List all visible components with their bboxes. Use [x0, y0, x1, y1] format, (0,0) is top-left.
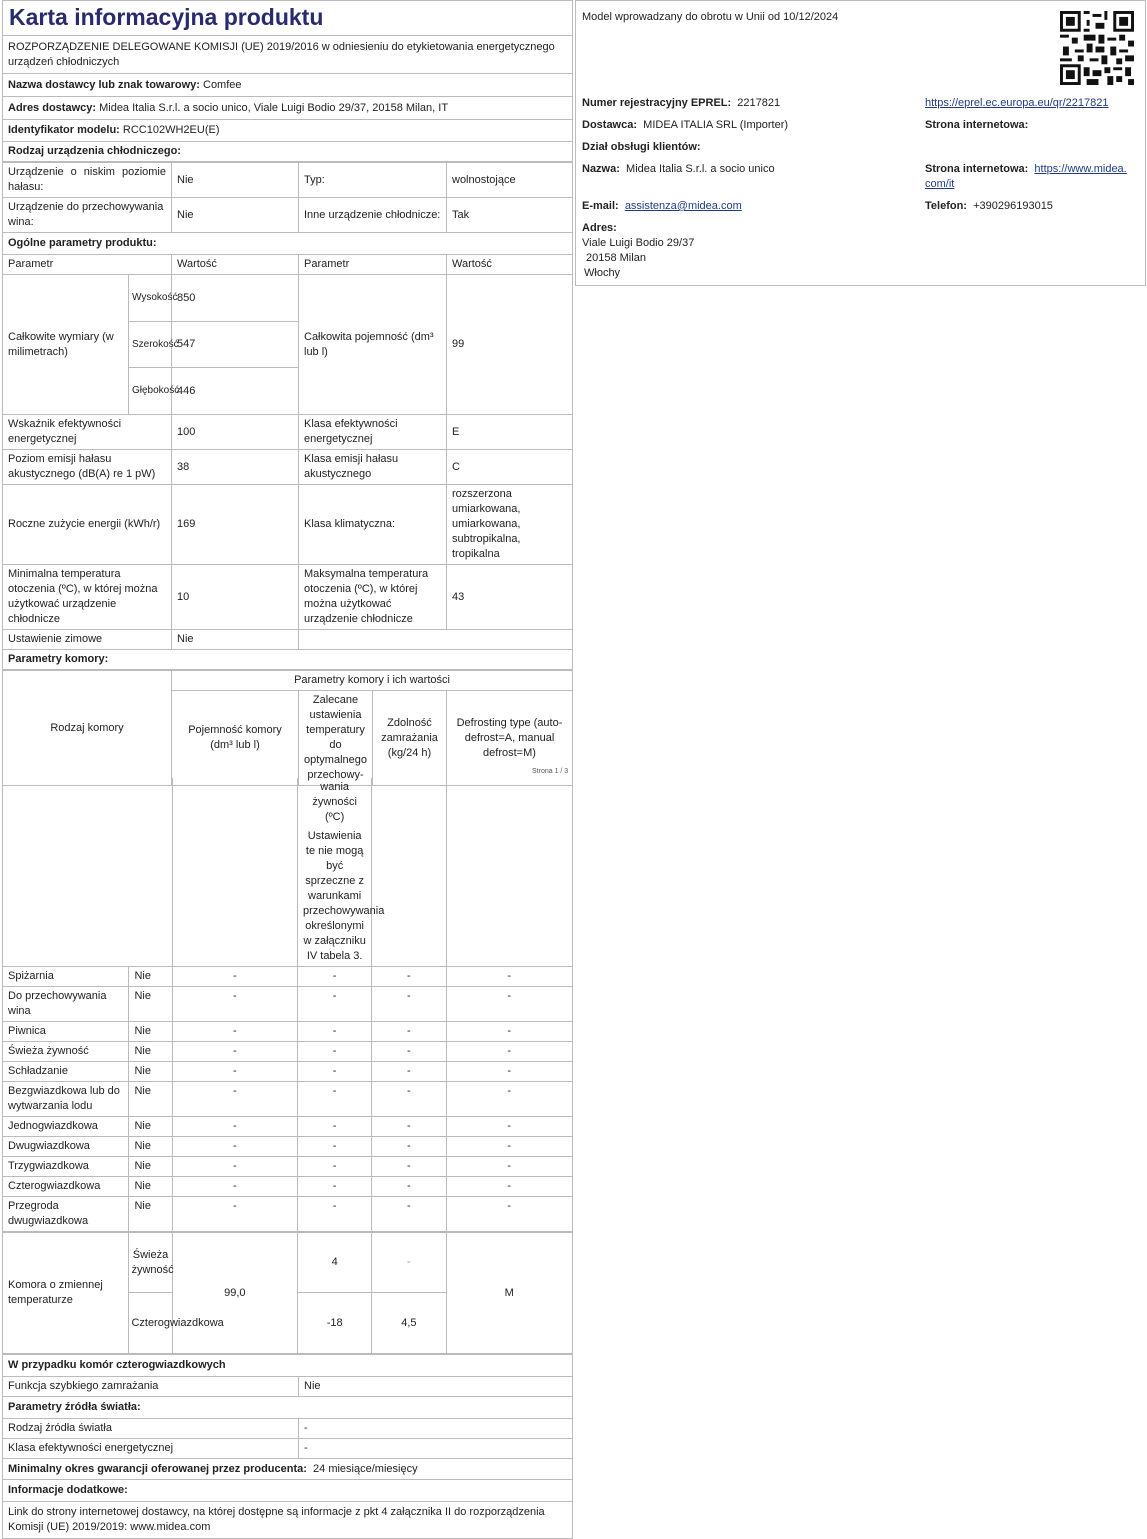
- service-name-row: Nazwa: Midea Italia S.r.l. a socio unico: [582, 163, 775, 175]
- variable-compartment-name: Komora o zmiennej temperaturze: [3, 1233, 129, 1354]
- header-table: [2, 35, 573, 162]
- compartment-present: Nie: [129, 1157, 172, 1177]
- address-line-2: 20158 Milan: [586, 252, 646, 264]
- compartment-freeze: -: [372, 1177, 446, 1197]
- page-number: Strona 1 / 3: [532, 768, 569, 775]
- comp-params-heading: Parametry komory:: [3, 650, 573, 670]
- energy-class-value: E: [447, 415, 573, 450]
- wine-value: Nie: [172, 198, 299, 233]
- compartment-name: Przegroda dwugwiazdkowa: [3, 1197, 129, 1232]
- supplier-address: Midea Italia S.r.l. a socio unico, Viale Luigi Bodio 29/37, 20158 Milan, IT: [99, 101, 449, 114]
- model-id-row: Identyfikator modelu: RCC102WH2EU(E): [3, 120, 573, 142]
- compartment-freeze: -: [372, 1022, 446, 1042]
- annual-value: 169: [172, 485, 299, 565]
- compartment-temp: -: [298, 987, 372, 1022]
- light-type-value: -: [299, 1419, 573, 1439]
- compartment-present: Nie: [129, 1042, 172, 1062]
- noise-value: 38: [172, 450, 299, 485]
- placed-on-market: Model wprowadzany do obrotu w Unii od 10/12/2024: [582, 11, 839, 23]
- width-value: 547: [172, 322, 299, 368]
- compartment-vol: -: [172, 1177, 297, 1197]
- variable-compartment-table: Komora o zmiennej temperaturze Świeża żywność 99,0 4 - M Czterogwiazdkowa -18 4,5: [2, 1232, 573, 1354]
- compartment-freeze: -: [372, 967, 446, 987]
- compartment-vol: -: [172, 1082, 297, 1117]
- compartment-present: Nie: [129, 1082, 172, 1117]
- compartment-freeze: -: [372, 1197, 446, 1232]
- service-website-link[interactable]: https://www.midea.com/it: [925, 163, 1127, 190]
- compartment-vol: -: [172, 1157, 297, 1177]
- temp-header-continued: wania żywności (ºC): [312, 781, 357, 823]
- supplier-name-row: Nazwa dostawcy lub znak towarowy: Comfee: [3, 74, 573, 97]
- compartment-row: [3, 1177, 573, 1197]
- compartment-defrost: -: [446, 1157, 572, 1177]
- eprel-number: 2217821: [737, 97, 781, 109]
- eprel-row: Numer rejestracyjny EPREL: 2217821: [582, 97, 781, 109]
- warranty-value: 24 miesiące/miesięcy: [313, 1462, 418, 1475]
- compartment-row: [3, 1117, 573, 1137]
- general-table: Urządzenie o niskim poziomie hałasu: Nie Typ: wolnostojące Urządzenie do przechowywania wina: Nie Inne urządzenie chłodnicze: Tak Ogólne parametry produktu: Parametr Wartość Parametr Wartość Całkowite wymiary (w milimetrach) Wysokość 850 Całkowita pojemność (dm³ lub l) 99 Szerokość 547 Głębokość 446 Wskaźnik efektywności energetycznej 100 Klasa efektywności energetycznej E Poziom emisji hałasu akustycznego (dB(A) re 1 pW) 38 Klasa emisji hałasu akustycznego C Roczne zużycie energii (kWh/r) 169 Klasa klimatyczna: rozszerzona umiarkowana, umiarkowana, subtropikalna, tropikalna Minimalna temperatura otoczenia (ºC), w której można użytkować urządzenie chłodnicze 10 Maksymalna temperatura otoczenia (ºC), w której można użytkować urządzenie chłodnicze 43 Ustawienie zimowe Nie Parametry komory:: [2, 162, 573, 670]
- compartment-vol: -: [172, 1042, 297, 1062]
- depth-value: 446: [172, 368, 299, 415]
- compartment-freeze: -: [372, 1117, 446, 1137]
- compartment-vol: -: [172, 1062, 297, 1082]
- compartment-name: Jednogwiazdkowa: [3, 1117, 129, 1137]
- dims-label: Całkowite wymiary (w milimetrach): [3, 275, 129, 415]
- height-value: 850: [172, 275, 299, 322]
- compartment-temp: -: [298, 1137, 372, 1157]
- compartment-freeze: -: [372, 987, 446, 1022]
- compartment-defrost: -: [446, 1062, 572, 1082]
- compartment-row: [3, 1062, 573, 1082]
- compartment-temp: -: [298, 1082, 372, 1117]
- compartment-name: Bezgwiazdkowa lub do wytwarzania lodu: [3, 1082, 129, 1117]
- compartment-temp: -: [298, 1022, 372, 1042]
- compartment-temp: -: [298, 1157, 372, 1177]
- compartment-defrost: -: [446, 1137, 572, 1157]
- compartment-header-table: Rodzaj komory Parametry komory i ich wartości Pojemność komory (dm³ lub l) Zalecane ustawienia temperatury do optymalnego przechowy- Zdolność zamrażania (kg/24 h) Defrosting type (auto-defrost=A, manual defrost=M): [2, 670, 573, 786]
- compartment-temp: -: [298, 1197, 372, 1232]
- compartment-name: Czterogwiazdkowa: [3, 1177, 129, 1197]
- model-id: RCC102WH2EU(E): [122, 124, 220, 136]
- compartment-present: Nie: [129, 967, 172, 987]
- compartment-freeze: -: [372, 1062, 446, 1082]
- product-sheet-continued: [2, 778, 573, 1539]
- compartment-temp: -: [298, 1177, 372, 1197]
- min-temp-value: 10: [172, 565, 299, 630]
- compartment-vol: -: [172, 1197, 297, 1232]
- type-value: wolnostojące: [447, 163, 573, 198]
- compartment-defrost: -: [446, 1022, 572, 1042]
- supplier-address-row: Adres dostawcy: Midea Italia S.r.l. a socio unico, Viale Luigi Bodio 29/37, 20158 Milan, IT: [3, 97, 573, 120]
- compartment-defrost: -: [446, 1042, 572, 1062]
- compartment-row: [3, 1022, 573, 1042]
- compartment-vol: -: [172, 1117, 297, 1137]
- compartment-name: Piwnica: [3, 1022, 129, 1042]
- compartment-present: Nie: [129, 987, 172, 1022]
- compartment-present: Nie: [129, 1197, 172, 1232]
- compartment-temp: -: [298, 1042, 372, 1062]
- address-line-1: Viale Luigi Bodio 29/37: [582, 237, 695, 249]
- compartment-name: Trzygwiazdkowa: [3, 1157, 129, 1177]
- compartment-defrost: -: [446, 967, 572, 987]
- winter-value: Nie: [172, 630, 299, 650]
- eprel-panel: Model wprowadzany do obrotu w Unii od 10/12/2024 Numer rejestracyjny EPREL: 2217821 https://eprel.ec.europa.eu/qr/2217821 Dostawca: MIDEA ITALIA SRL (Importer) Strona internetowa: Dział obsługi klientów: Nazwa: Midea Italia S.r.l. a socio unico Strona internetowa: https://www.midea.com/it E-mail: assistenza@midea.com Telefon: +390296193015 Adres: Viale Luigi Bodio 29/37 20158 Milan Włochy: [575, 0, 1146, 286]
- compartment-row: [3, 967, 573, 987]
- other-value: Tak: [447, 198, 573, 233]
- compartment-name: Do przechowywania wina: [3, 987, 129, 1022]
- compartment-present: Nie: [129, 1177, 172, 1197]
- regulation-text: ROZPORZĄDZENIE DELEGOWANE KOMISJI (UE) 2019/2016 w odniesieniu do etykietowania energetycznego urządzeń chłodniczych: [3, 36, 573, 74]
- eei-value: 100: [172, 415, 299, 450]
- service-website-row: Strona internetowa: https://www.midea.com/it: [925, 163, 1127, 190]
- compartment-defrost: -: [446, 1117, 572, 1137]
- extra-info: Link do strony internetowej dostawcy, na której dostępne są informacje z pkt 4 załącznika II do rozporządzenia Komisji (UE) 2019/2019: www.midea.com: [3, 1502, 573, 1539]
- compartment-row: [3, 1157, 573, 1177]
- email-row: E-mail: assistenza@midea.com: [582, 200, 742, 212]
- max-temp-value: 43: [447, 565, 573, 630]
- volume-value: 99: [447, 275, 573, 415]
- general-heading: Ogólne parametry produktu:: [3, 233, 573, 255]
- compartment-temp: -: [298, 1117, 372, 1137]
- noise-class-value: C: [447, 450, 573, 485]
- service-heading: Dział obsługi klientów:: [582, 141, 701, 153]
- eprel-link[interactable]: https://eprel.ec.europa.eu/qr/2217821: [925, 97, 1109, 109]
- address-line-3: Włochy: [584, 267, 621, 279]
- compartment-defrost: -: [446, 987, 572, 1022]
- email-link[interactable]: assistenza@midea.com: [624, 200, 742, 212]
- compartment-present: Nie: [129, 1117, 172, 1137]
- warranty-row: Minimalny okres gwarancji oferowanej przez producenta: 24 miesiące/miesięcy: [3, 1459, 573, 1480]
- compartment-vol: -: [172, 1137, 297, 1157]
- compartment-temp: -: [298, 1062, 372, 1082]
- phone-row: Telefon: +390296193015: [925, 200, 1053, 212]
- compartment-row: [3, 987, 573, 1022]
- temp-note: Ustawienia te nie mogą być sprzeczne z warunkami przechowywania określonymi w załączniku IV tabela 3.: [303, 830, 385, 962]
- compartment-freeze: -: [372, 1157, 446, 1177]
- compartment-defrost: -: [446, 1197, 572, 1232]
- footer-table: W przypadku komór czterogwiazdkowych Funkcja szybkiego zamrażania Nie Parametry źródła światła: Rodzaj źródła światła - Klasa efektywności energetycznej - Minimalny okres gwarancji oferowanej przez producenta: 24 miesiące/miesięcy Informacje dodatkowe: Link do strony internetowej dostawcy, na której dostępne są informacje z pkt 4 załącznika II do rozporządzenia Komisji (UE) 2019/2019: www.midea.com: [2, 1354, 573, 1539]
- fast-freeze-value: Nie: [299, 1377, 573, 1397]
- variable-volume: 99,0: [172, 1233, 297, 1354]
- compartment-freeze: -: [372, 1042, 446, 1062]
- compartment-freeze: -: [372, 1082, 446, 1117]
- compartment-row: [3, 1082, 573, 1117]
- compartment-vol: -: [172, 1022, 297, 1042]
- compartment-defrost: -: [446, 1082, 572, 1117]
- page-title: Karta informacyjna produktu: [2, 0, 573, 35]
- appliance-type-heading: Rodzaj urządzenia chłodniczego:: [3, 142, 573, 162]
- low-noise-value: Nie: [172, 163, 299, 198]
- compartment-row: [3, 1137, 573, 1157]
- compartment-row: [3, 1042, 573, 1062]
- compartment-vol: -: [172, 967, 297, 987]
- compartment-present: Nie: [129, 1062, 172, 1082]
- supplier-name: Comfee: [203, 78, 242, 91]
- compartment-row: [3, 1197, 573, 1232]
- compartment-present: Nie: [129, 1137, 172, 1157]
- product-sheet: [2, 0, 573, 786]
- compartments-table: [2, 778, 573, 1232]
- variable-defrost: M: [446, 1233, 572, 1354]
- climate-value: rozszerzona umiarkowana, umiarkowana, subtropikalna, tropikalna: [447, 485, 573, 565]
- compartment-vol: -: [172, 987, 297, 1022]
- compartment-freeze: -: [372, 1137, 446, 1157]
- compartment-defrost: -: [446, 1177, 572, 1197]
- compartment-name: Dwugwiazdkowa: [3, 1137, 129, 1157]
- compartment-name: Schładzanie: [3, 1062, 129, 1082]
- qr-code-icon: [1060, 11, 1134, 85]
- light-class-value: -: [299, 1439, 573, 1459]
- supplier-row: Dostawca: MIDEA ITALIA SRL (Importer): [582, 119, 789, 131]
- compartment-temp: -: [298, 967, 372, 987]
- compartment-name: Świeża żywność: [3, 1042, 129, 1062]
- compartment-present: Nie: [129, 1022, 172, 1042]
- compartment-name: Spiżarnia: [3, 967, 129, 987]
